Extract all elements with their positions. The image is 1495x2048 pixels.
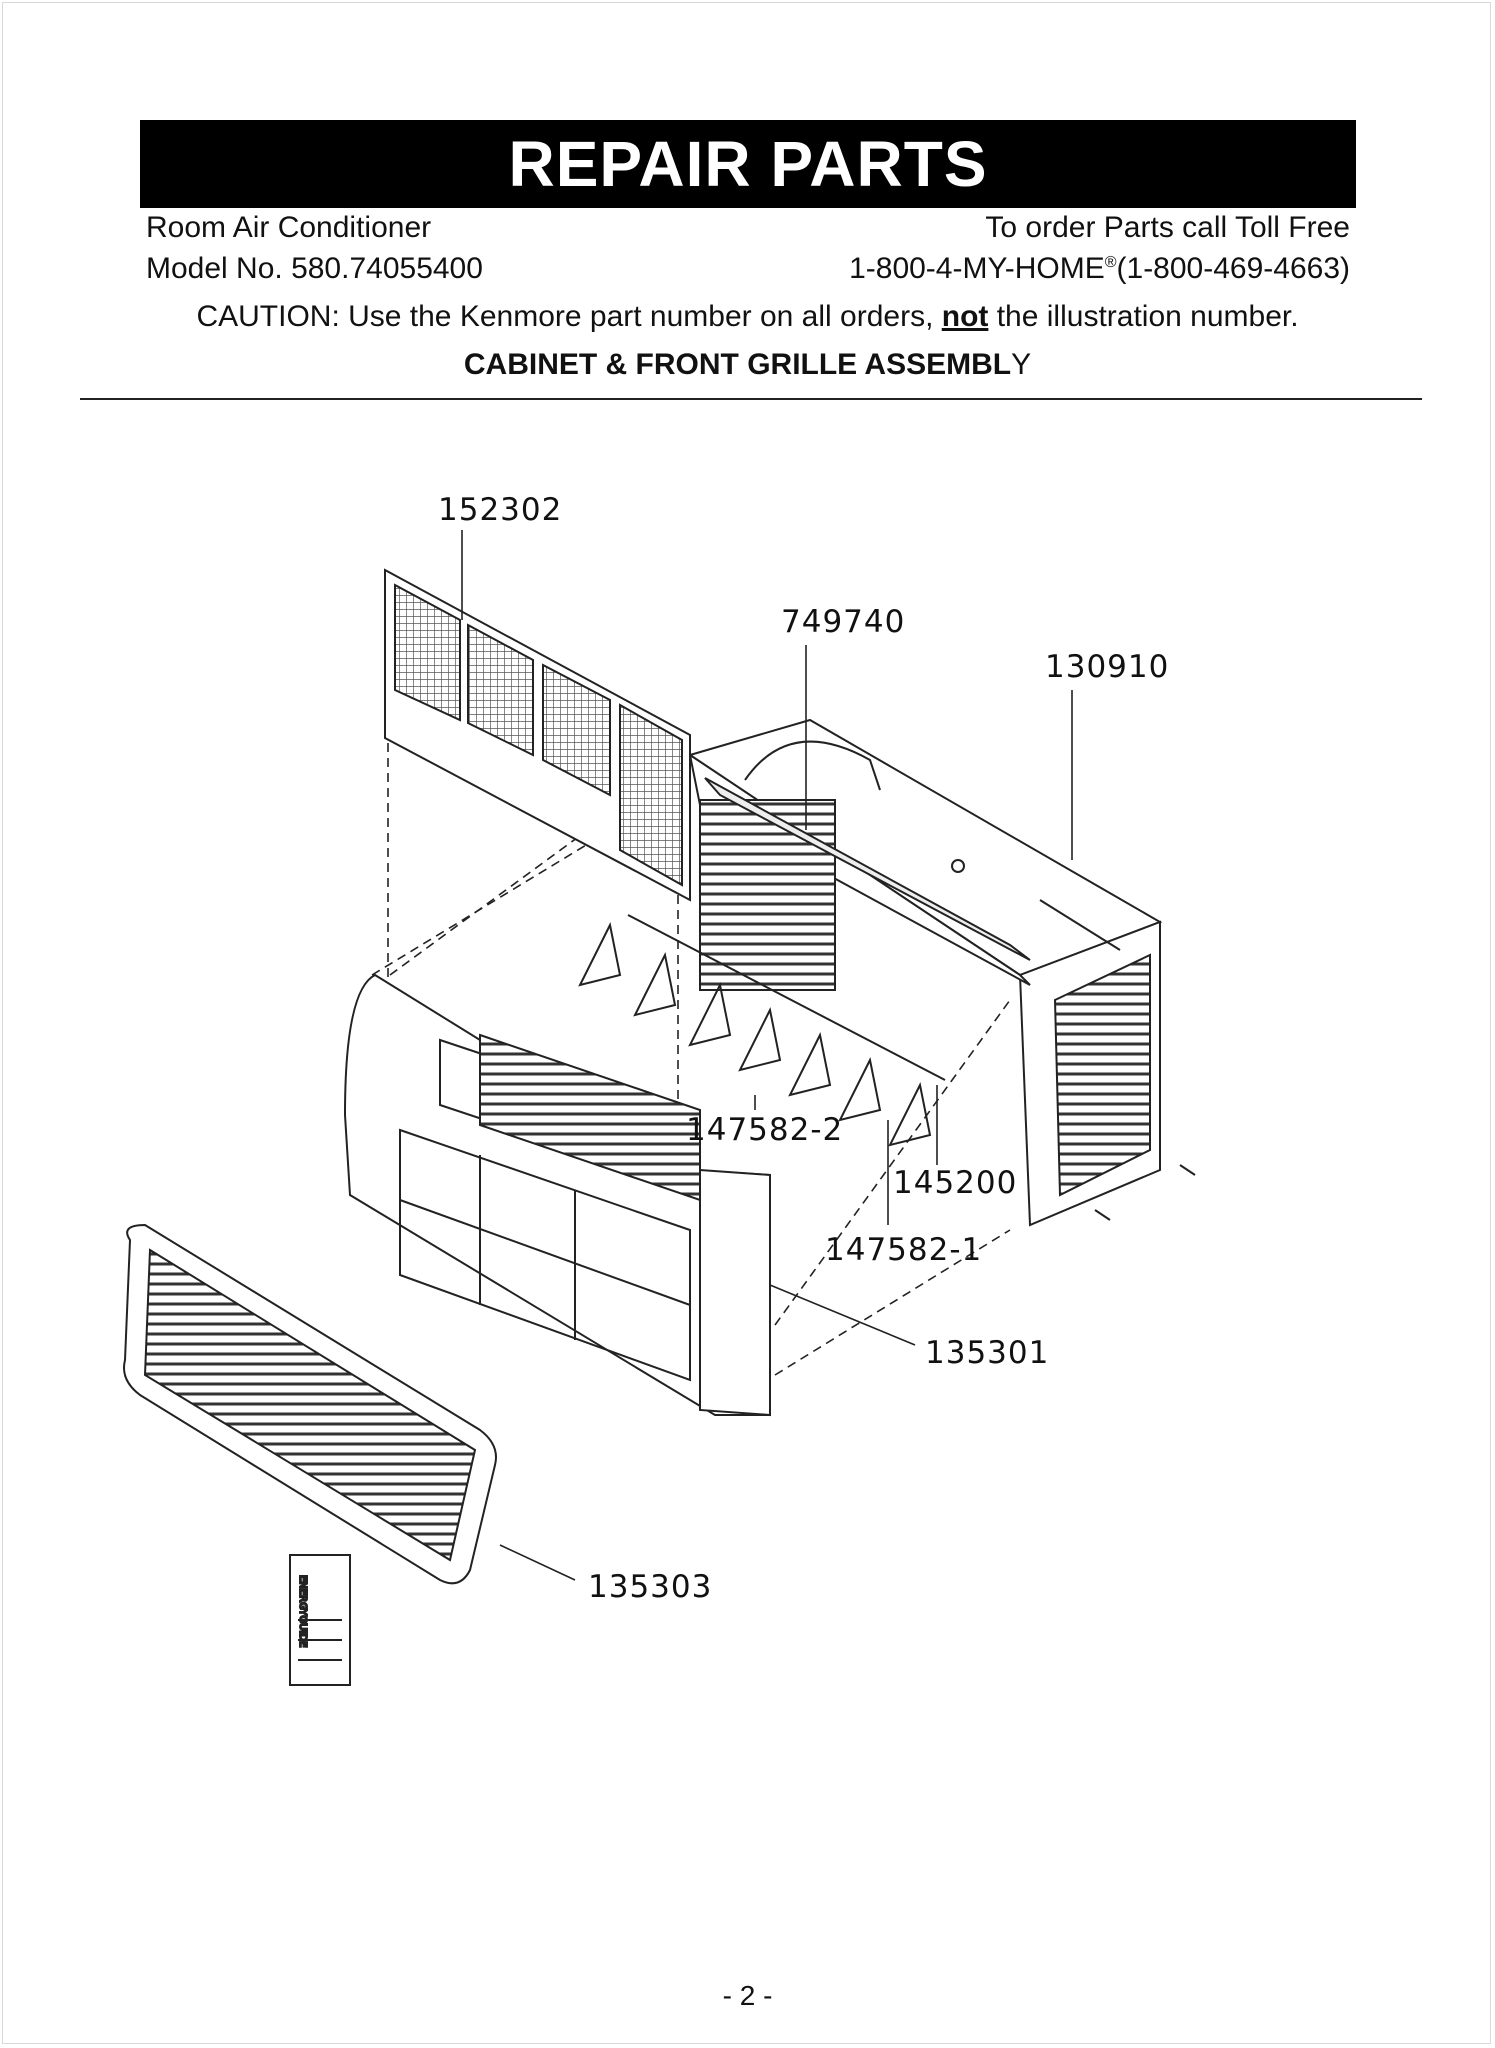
air-filter-part xyxy=(385,570,690,900)
energy-guide-label-part xyxy=(290,1555,350,1685)
energy-guide-title: ENERGYGUIDE xyxy=(297,1575,308,1648)
front-panel-part xyxy=(124,1225,496,1583)
product-name: Room Air Conditioner xyxy=(146,211,432,244)
part-number-152302: 152302 xyxy=(438,492,563,528)
part-number-135303: 135303 xyxy=(588,1569,713,1605)
phone-alt: (1-800-469-4663) xyxy=(1116,252,1350,285)
section-title-main: CABINET & FRONT GRILLE ASSEMBL xyxy=(463,348,1012,381)
cabinet-part xyxy=(690,720,1195,1225)
phone-main: 1-800-4-MY-HOME xyxy=(849,252,1105,285)
page-number: - 2 - xyxy=(722,1980,773,2011)
part-number-147582-2: 147582-2 xyxy=(686,1112,844,1148)
caution-before: CAUTION: Use the Kenmore part number on all orders, xyxy=(196,300,942,333)
part-number-147582-1: 147582-1 xyxy=(825,1232,983,1268)
caution-emphasis: not xyxy=(941,300,989,333)
page-title: REPAIR PARTS xyxy=(508,128,988,200)
model-number: Model No. 580.74055400 xyxy=(146,252,483,285)
order-prompt: To order Parts call Toll Free xyxy=(985,211,1350,244)
section-title-last: Y xyxy=(1011,348,1032,381)
caution-after: the illustration number. xyxy=(988,300,1299,333)
registered-mark: ® xyxy=(1104,254,1117,271)
part-number-135301: 135301 xyxy=(925,1335,1050,1371)
part-number-130910: 130910 xyxy=(1045,649,1170,685)
part-number-749740: 749740 xyxy=(781,604,906,640)
part-number-145200: 145200 xyxy=(893,1165,1018,1201)
